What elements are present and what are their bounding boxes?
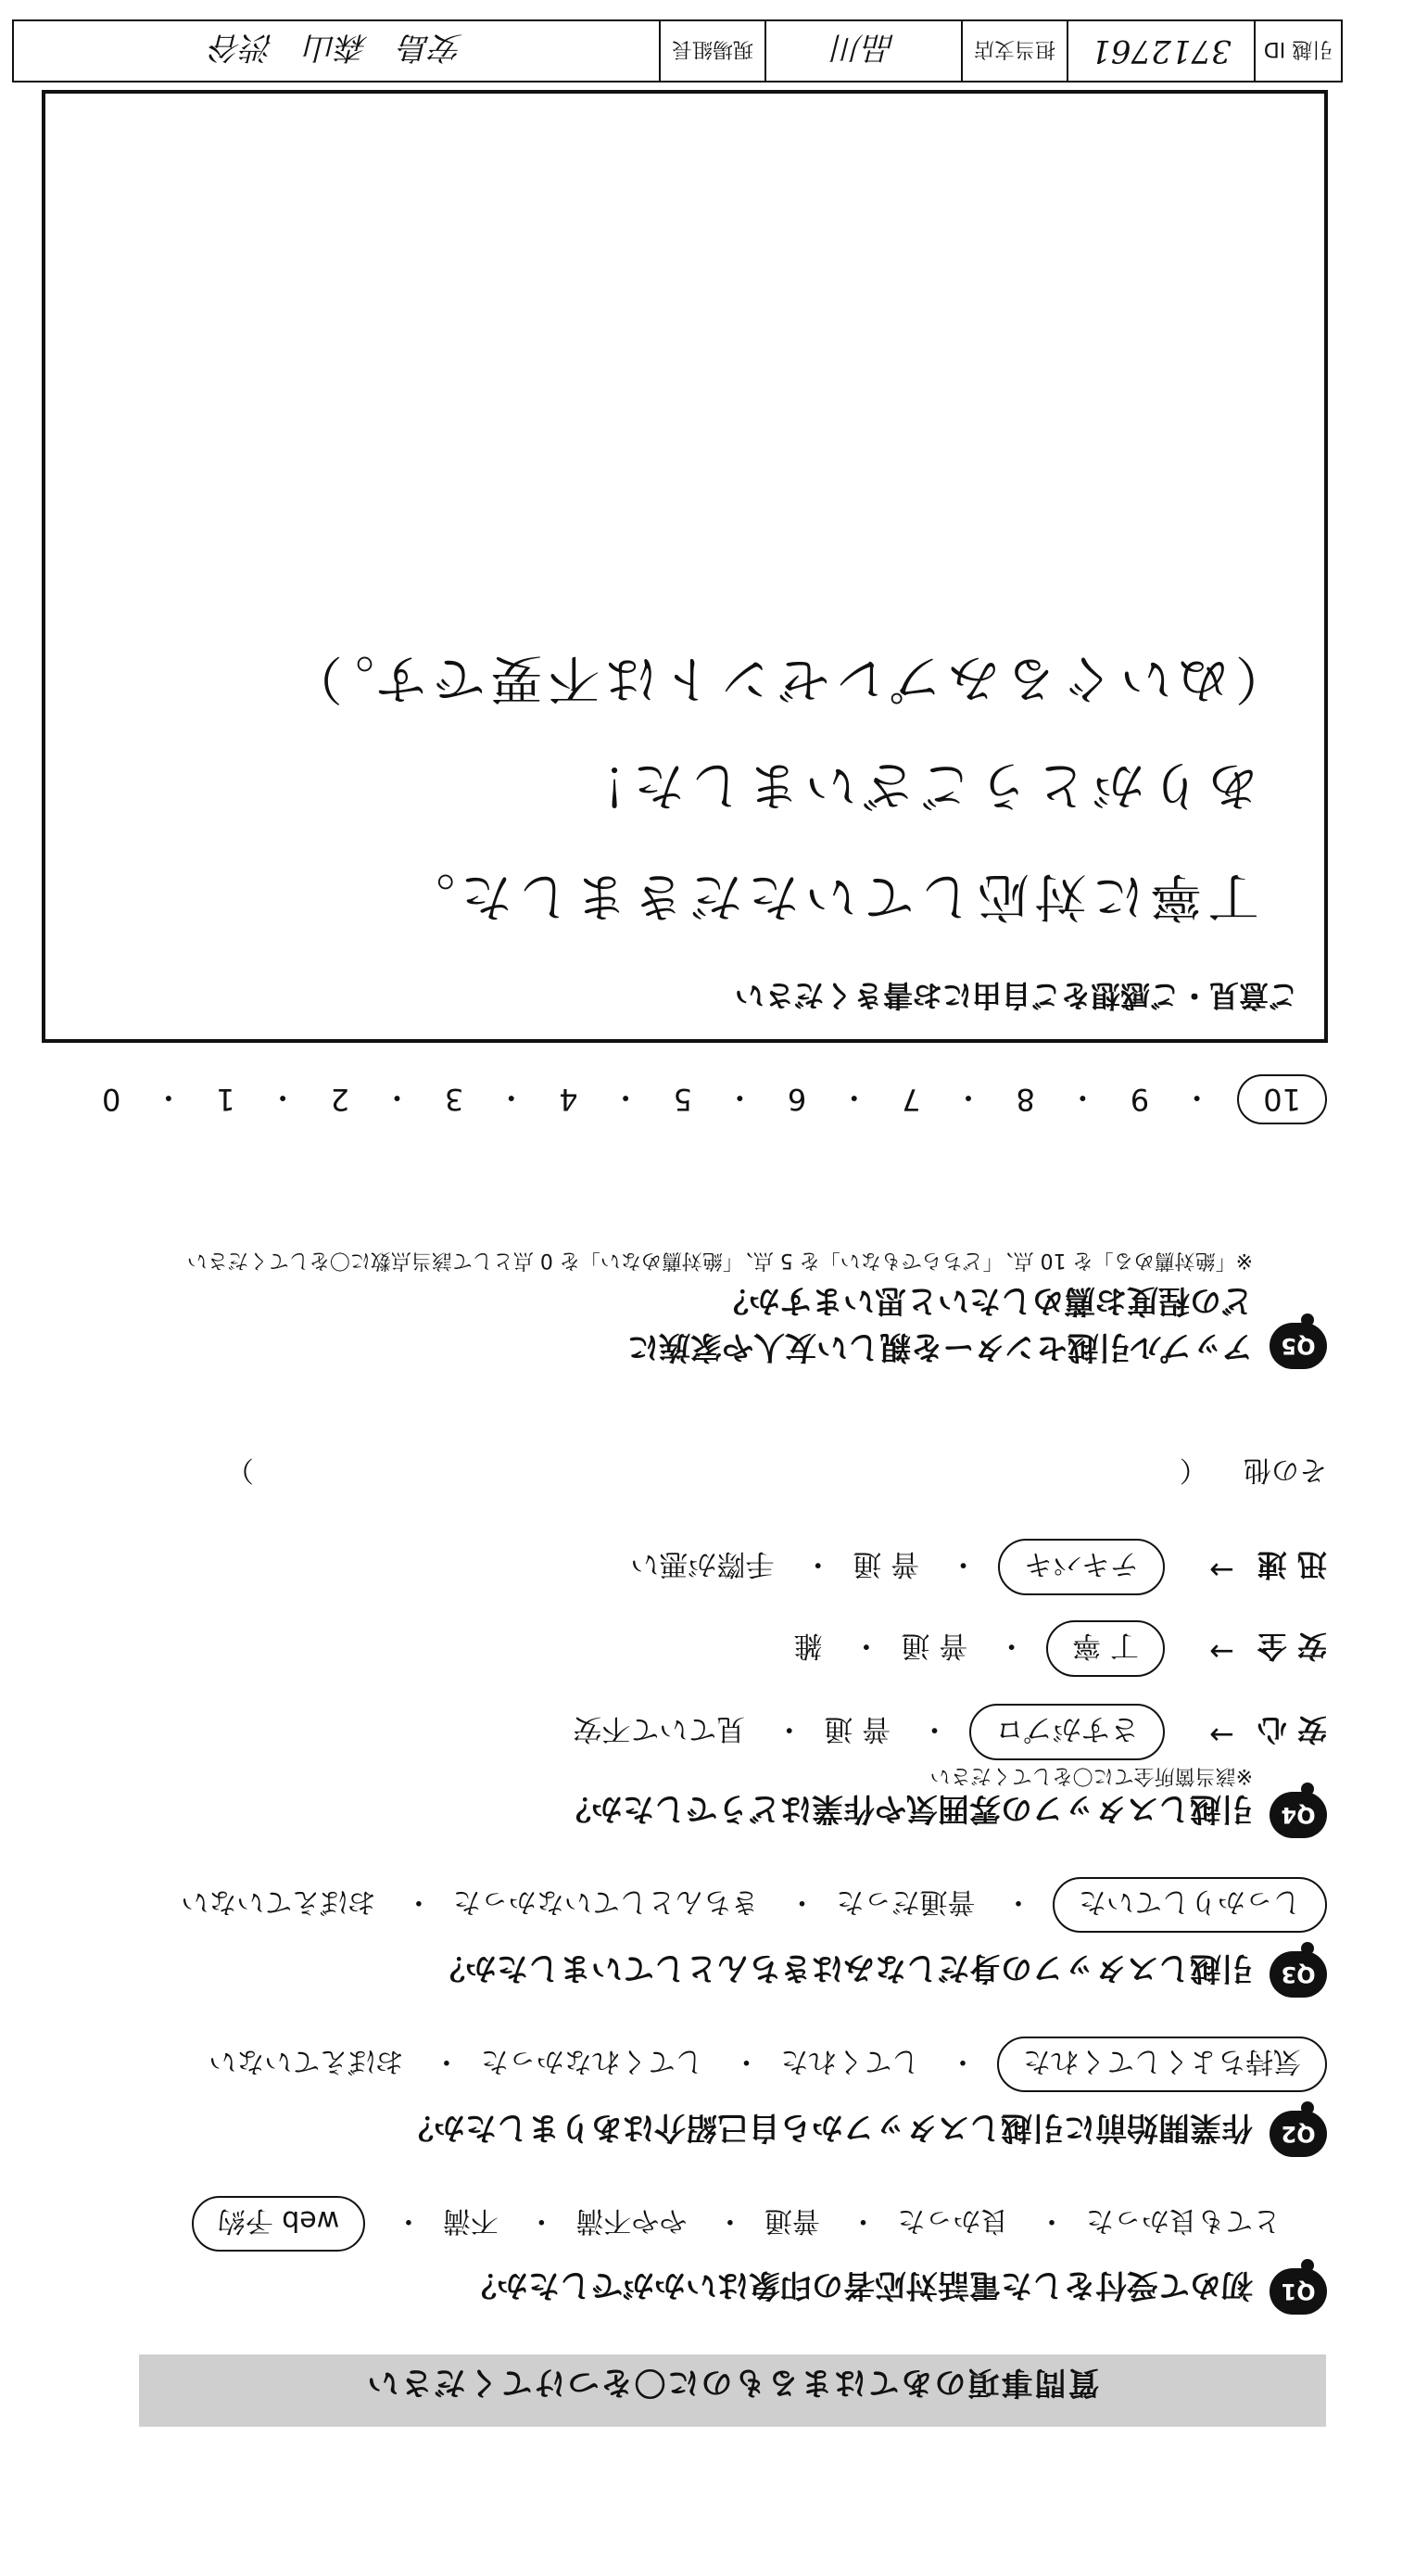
q5-score[interactable]: 6 [787,1082,807,1117]
q5-score[interactable]: 5 [673,1082,692,1117]
q5-score[interactable]: 9 [1130,1082,1150,1117]
q4-row-options-anshin: さすがプロ・ 普 通・ 見ていて不安 [573,1704,1165,1760]
q3-options: しっかりしていた・ 普通だった・ きちんとしていなかった・ おぼえていない [181,1877,1327,1933]
q5-score[interactable]: 8 [1016,1082,1035,1117]
q5-score-scale: 10 ・ 9 ・ 8 ・ 7 ・ 6 ・ 5 ・ 4 ・ 3 ・ 2 ・ 1 ・ 0 [95,1074,1327,1124]
q4-option[interactable]: 雑 [793,1629,823,1662]
q4-other [226,1453,1327,1493]
q1-option-selected[interactable]: web 予約 [192,2196,366,2252]
move-id-label: 引越 ID [1254,21,1341,81]
q1-options: とても良かった・ 良かった・ 普通・ やや不満・ 不満・ web 予約 [192,2196,1281,2252]
q4-option[interactable]: 手際が悪い [630,1547,775,1580]
q4-option[interactable]: 普 通 [824,1712,891,1745]
q4-note: ※該当箇所全てに〇をしてください [929,1764,1253,1787]
q3-option-selected[interactable]: しっかりしていた [1053,1877,1327,1933]
move-id-value: 3712761 [1067,21,1254,81]
q4-option-selected[interactable]: テキパキ [998,1539,1165,1595]
q4-row-options-jinsoku: テキパキ・ 普 通・ 手際が悪い [630,1539,1165,1595]
q4-option-selected[interactable]: さすがプロ [969,1704,1165,1760]
staff-info-table [12,19,1343,82]
arrow-icon: → [1209,1553,1234,1588]
q4-row-label-anshin: 安 心 [1257,1712,1327,1747]
branch-value: 品川 [764,21,961,81]
q3-option[interactable]: 普通だった [836,1885,976,1918]
q1-badge: Q1 [1270,2268,1327,2315]
q4-other-open: （ [1179,1453,1207,1486]
leader-value: 安島 森山 渋谷 [210,29,462,67]
q5-score[interactable]: 1 [216,1082,235,1117]
q4-option[interactable]: 普 通 [853,1547,920,1580]
q4-other-label: その他 [1244,1453,1327,1486]
q5-score[interactable]: 4 [559,1082,578,1117]
q4-row-label-anzen: 安 全 [1257,1629,1327,1664]
q5-score[interactable]: 3 [444,1082,464,1117]
q5-question-line1: アップル引越センターを親しい友人や家族に [627,1328,1253,1365]
q2-badge: Q2 [1270,2111,1327,2157]
q2-option[interactable]: してくれた [780,2045,920,2077]
q2-option[interactable]: してくれなかった [480,2045,703,2077]
q2-option[interactable]: おぼえていない [208,2045,404,2077]
q4-option[interactable]: 見ていて不安 [573,1712,746,1745]
q5-badge: Q5 [1270,1323,1327,1369]
q5-note: ※「絶対薦める」を 10 点、「どちらでもない」を 5 点、「絶対薦めない」を 0 点として該当点数に〇をしてください [186,1249,1253,1272]
q4-question: 引越しスタッフの雰囲気や作業はどうでしたか？ [560,1790,1253,1827]
q3-option[interactable]: おぼえていない [181,1885,376,1918]
q1-option[interactable]: 良かった [897,2204,1009,2237]
arrow-icon: → [1209,1634,1234,1669]
comment-box[interactable] [42,90,1328,1043]
instruction-banner [139,2354,1326,2427]
q1-question: 初めて受付をした電話対応者の印象はいかがでしたか？ [465,2266,1253,2303]
branch-label: 担当支店 [961,21,1067,81]
comment-line: 丁寧に対応していただきました。 [398,866,1259,926]
comment-heading: ご意見・ご感想をご自由にお書きください [734,978,1298,1013]
arrow-icon: → [1209,1718,1234,1753]
q2-option-selected[interactable]: 気持ちよくしてくれた [997,2037,1327,2092]
q3-question: 引越しスタッフの身だしなみはきちんとしていましたか？ [434,1949,1253,1986]
q4-row-label-jinsoku: 迅 速 [1257,1547,1327,1582]
q3-badge: Q3 [1270,1951,1327,1998]
q5-score[interactable]: 7 [902,1082,921,1117]
q4-option-selected[interactable]: 丁 寧 [1046,1620,1165,1677]
q2-options: 気持ちよくしてくれた・ してくれた・ してくれなかった・ おぼえていない [208,2037,1327,2092]
q5-score[interactable]: 0 [101,1082,121,1117]
q5-score[interactable]: 2 [330,1082,349,1117]
q4-other-close: ） [225,1453,254,1486]
q4-row-options-anzen: 丁 寧・ 普 通・ 雑 [794,1620,1165,1677]
q1-option[interactable]: とても良かった [1086,2204,1281,2237]
q4-badge: Q4 [1270,1792,1327,1838]
q5-question-line2: どの程度お薦めしたいと思いますか？ [717,1282,1253,1319]
comment-line: ありがとうございました！ [570,755,1259,815]
q4-option[interactable]: 普 通 [901,1629,968,1662]
q1-option[interactable]: 普通 [764,2204,820,2237]
comment-line: （ぬいぐるみプレゼントは不要です。） [284,648,1287,708]
q5-score-selected[interactable]: 10 [1237,1074,1327,1124]
q3-option[interactable]: きちんとしていなかった [452,1885,759,1918]
instruction-text: 質問事項のあてはまるものに〇をつけてください [365,2364,1100,2401]
leader-label: 現場組長 [659,21,764,81]
q2-question: 作業開始前に引越しスタッフから自己紹介はありましたか？ [402,2109,1253,2146]
q1-option[interactable]: やや不満 [575,2204,688,2237]
q1-option[interactable]: 不満 [442,2204,499,2237]
